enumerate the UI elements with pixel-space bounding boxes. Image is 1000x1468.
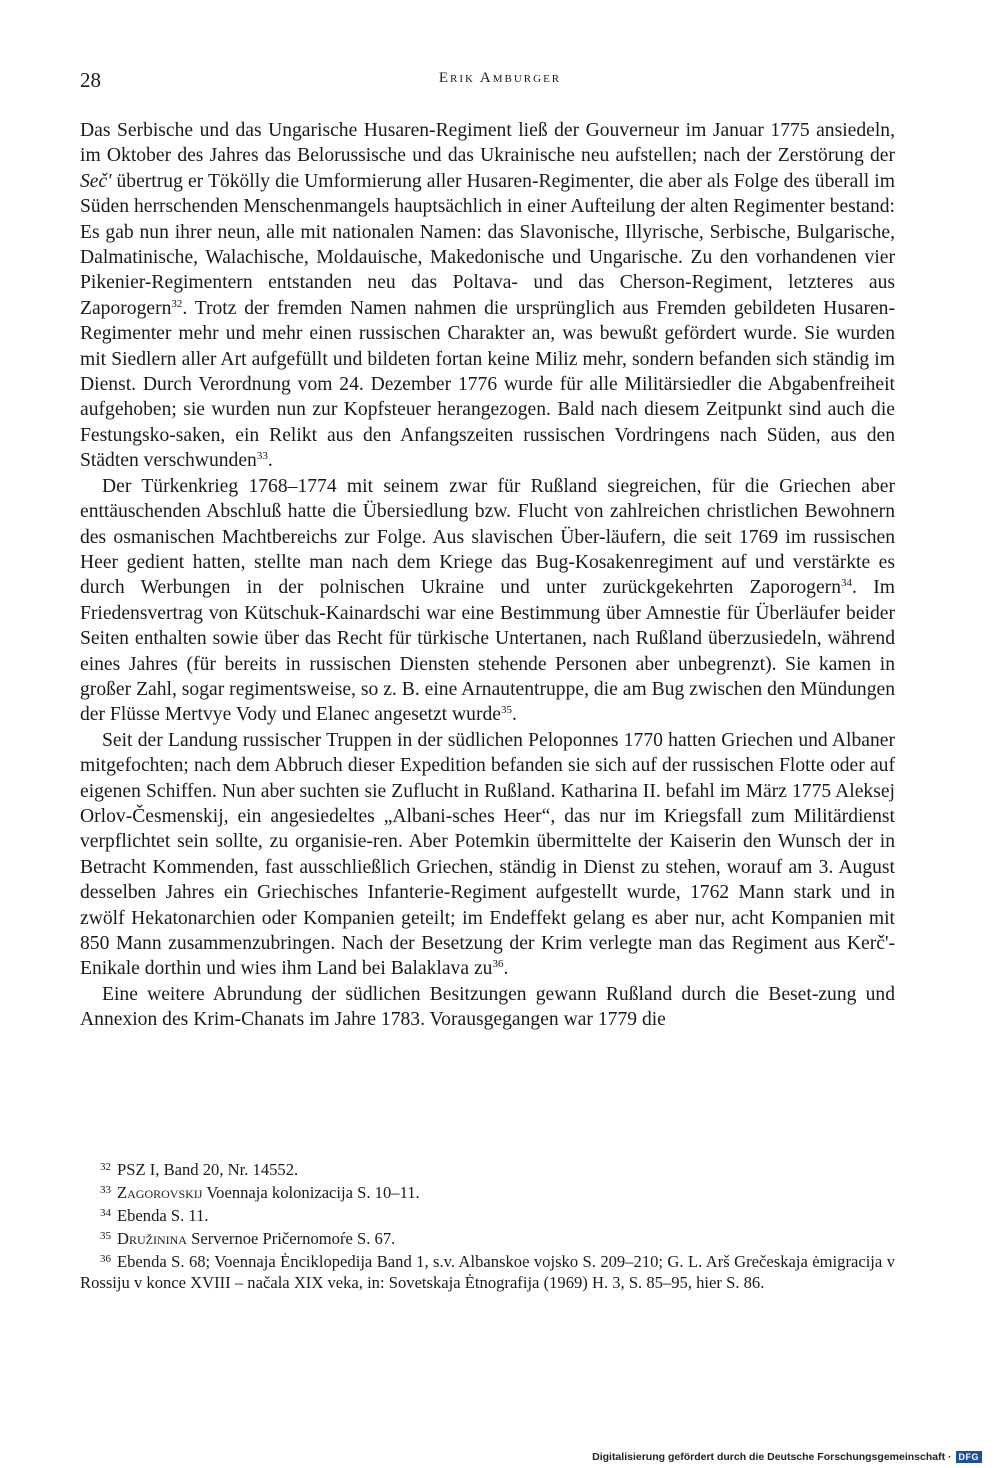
footnote-text: PSZ I, Band 20, Nr. 14552. [117, 1160, 299, 1179]
footnote-text: Ebenda S. 11. [117, 1206, 209, 1225]
text-run: . Im Friedensvertrag von Kütschuk-Kainardschi war eine Bestimmung über Amnestie für Überläufer beider Seiten enthalten sowie über das Recht für türkische Untertanen, nach Rußland überzusiedeln, während eines Jahres (für bereits in russischen Diensten stehende Personen aber unbegrenzt). Sie kamen in großer Zahl, sogar regimentsweise, so z. B. eine Arnautentruppe, die am Bug zwischen den Mündungen der Flüsse Mertvye Vody und Elanec angesetzt wurde [80, 577, 896, 726]
footnotes [80, 1157, 895, 1293]
body-text [80, 118, 895, 1033]
text-run: Seit der Landung russischer Truppen in der südlichen Peloponnes 1770 hatten Griechen und Albaner mitgefochten; nach dem Abbruch dieser Expedition befanden sie sich auf der russischen Flotte oder auf eigenen Schiffen. Nun aber suchten sie Zuflucht in Rußland. Katharina II. befahl im März 1775 Aleksej Orlov-Česmenskij, ein angesiedeltes „Albani-sches Heer“, das nur im Kriegsfall zum Militärdienst verpflichtet sein sollte, zu organisie-ren. Aber Potemkin übermittelte der Kaiserin den Wunsch der in Betracht Kommenden, fast ausschließlich Griechen, ständig in Dienst zu stehen, worauf am 3. August desselben Jahres ein Griechisches Infanterie-Regiment aufgestellt wurde, 1762 Mann stark und in zwölf Hekatonarchien oder Kompanien geteilt; im Endeffekt gelang es aber nur, acht Kompanien mit 850 Mann zusammenzubringen. Nach der Besetzung der Krim verlegte man das Regiment aus Kerč'-Enikale dorthin und wies ihm Land bei Balaklava zu [80, 729, 895, 980]
footnote-reference: 33 [256, 450, 268, 463]
footnote-36 [80, 1249, 895, 1293]
text-run: . [267, 450, 273, 472]
dfg-logo-icon: DFG [956, 1451, 983, 1463]
footnote-number: 36 [100, 1253, 111, 1265]
digitization-credit [592, 1451, 982, 1463]
footnote-33 [80, 1180, 895, 1203]
footnote-text: Voennaja kolonizacija S. 10–11. [202, 1183, 420, 1202]
footnote-32 [80, 1157, 895, 1180]
footnote-text: Ebenda S. 68; Voennaja Ėnciklopedija Band 1, s.v. Albanskoe vojsko S. 209–210; G. L. Arš Grečeskaja ėmigracija v Rossiju v konce XVIII – načala XIX veka, in: Sovetskaja Ėtnografija (1969) H. 3, S. 85–95, hier S. 86. [80, 1252, 895, 1292]
footnote-35 [80, 1226, 895, 1249]
footnote-reference: 32 [171, 297, 183, 310]
footnote-reference: 35 [500, 704, 512, 717]
paragraph-3 [80, 728, 895, 982]
page-number: 28 [80, 68, 101, 92]
text-run: übertrug er Tökölly die Umformierung aller Husaren-Regimenter, die aber als Folge des überall im Süden herrschenden Menschenmangels hauptsächlich in einer Aufteilung der alten Regimenter bestand: Es gab nun ihrer neun, alle mit nationalen Namen: das Slavonische, Illyrische, Serbische, Bulgarische, Dalmatinische, Walachische, Moldauische, Makedonische und Ungarische. Zu den vorhandenen vier Pikenier-Regimentern entstanden neu das Poltava- und das Cherson-Regiment, letzteres aus Zaporogern [80, 170, 895, 319]
paragraph-4 [80, 982, 895, 1033]
paragraph-2 [80, 474, 895, 728]
running-head: Erik Amburger [438, 70, 562, 86]
footnote-number: 33 [100, 1184, 111, 1196]
footnote-number: 32 [100, 1161, 111, 1173]
text-run: Das Serbische und das Ungarische Husaren-Regiment ließ der Gouverneur im Januar 1775 ansiedeln, im Oktober des Jahres das Belorussische und das Ukrainische neu aufstellen; nach der Zerstörung der [80, 120, 895, 167]
text-run: . Trotz der fremden Namen nahmen die ursprünglich aus Fremden gebildeten Husaren-Regimenter mehr und mehr einen russischen Charakter an, was bewußt gefördert wurde. Sie wurden mit Siedlern aller Art aufgefüllt und bildeten fortan keine Miliz mehr, sondern befanden sich ständig im Dienst. Durch Verordnung vom 24. Dezember 1776 wurde für alle Militärsiedler die Abgabenfreiheit aufgehoben; sie wurden nun zur Kopfsteuer herangezogen. Bald nach diesem Zeitpunkt sind auch die Festungsko-saken, ein Relikt aus den Anfangszeiten russischen Vordringens nach Süden, aus den Städten verschwunden [80, 297, 895, 472]
footnote-34 [80, 1203, 895, 1226]
text-run: Der Türkenkrieg 1768–1774 mit seinem zwar für Rußland siegreichen, für die Griechen aber enttäuschenden Abschluß hatte die Übersiedlung bzw. Flucht von zahlreichen christlichen Bewohnern des osmanischen Machtbereichs zur Folge. Aus slavischen Über-läufern, die seit 1769 im russischen Heer gedient hatten, stellte man nach dem Kriege das Bug-Kosakenregiment auf und verstärkte es durch Werbungen in der polnischen Ukraine und unter zurückgekehrten Zaporogern [80, 475, 895, 599]
footnote-number: 34 [100, 1207, 111, 1219]
text-run: . [503, 958, 509, 980]
text-run: Eine weitere Abrundung der südlichen Besitzungen gewann Rußland durch die Beset-zung und Annexion des Krim-Chanats im Jahre 1783. Vorausgegangen war 1779 die [80, 983, 895, 1031]
footnote-reference: 34 [841, 577, 852, 590]
credit-text: Digitalisierung gefördert durch die Deutsche Forschungsgemeinschaft · [592, 1451, 952, 1463]
footnote-number: 35 [100, 1230, 111, 1242]
footnote-text: Servernoe Pričernomoŕe S. 67. [186, 1229, 396, 1248]
footnote-author: Družinina [117, 1229, 187, 1248]
italic-term: Seč' [80, 170, 112, 192]
paragraph-1 [80, 118, 895, 474]
text-run: . [511, 704, 517, 726]
footnote-author: Zagorovskij [117, 1183, 203, 1202]
footnote-reference: 36 [492, 958, 504, 971]
